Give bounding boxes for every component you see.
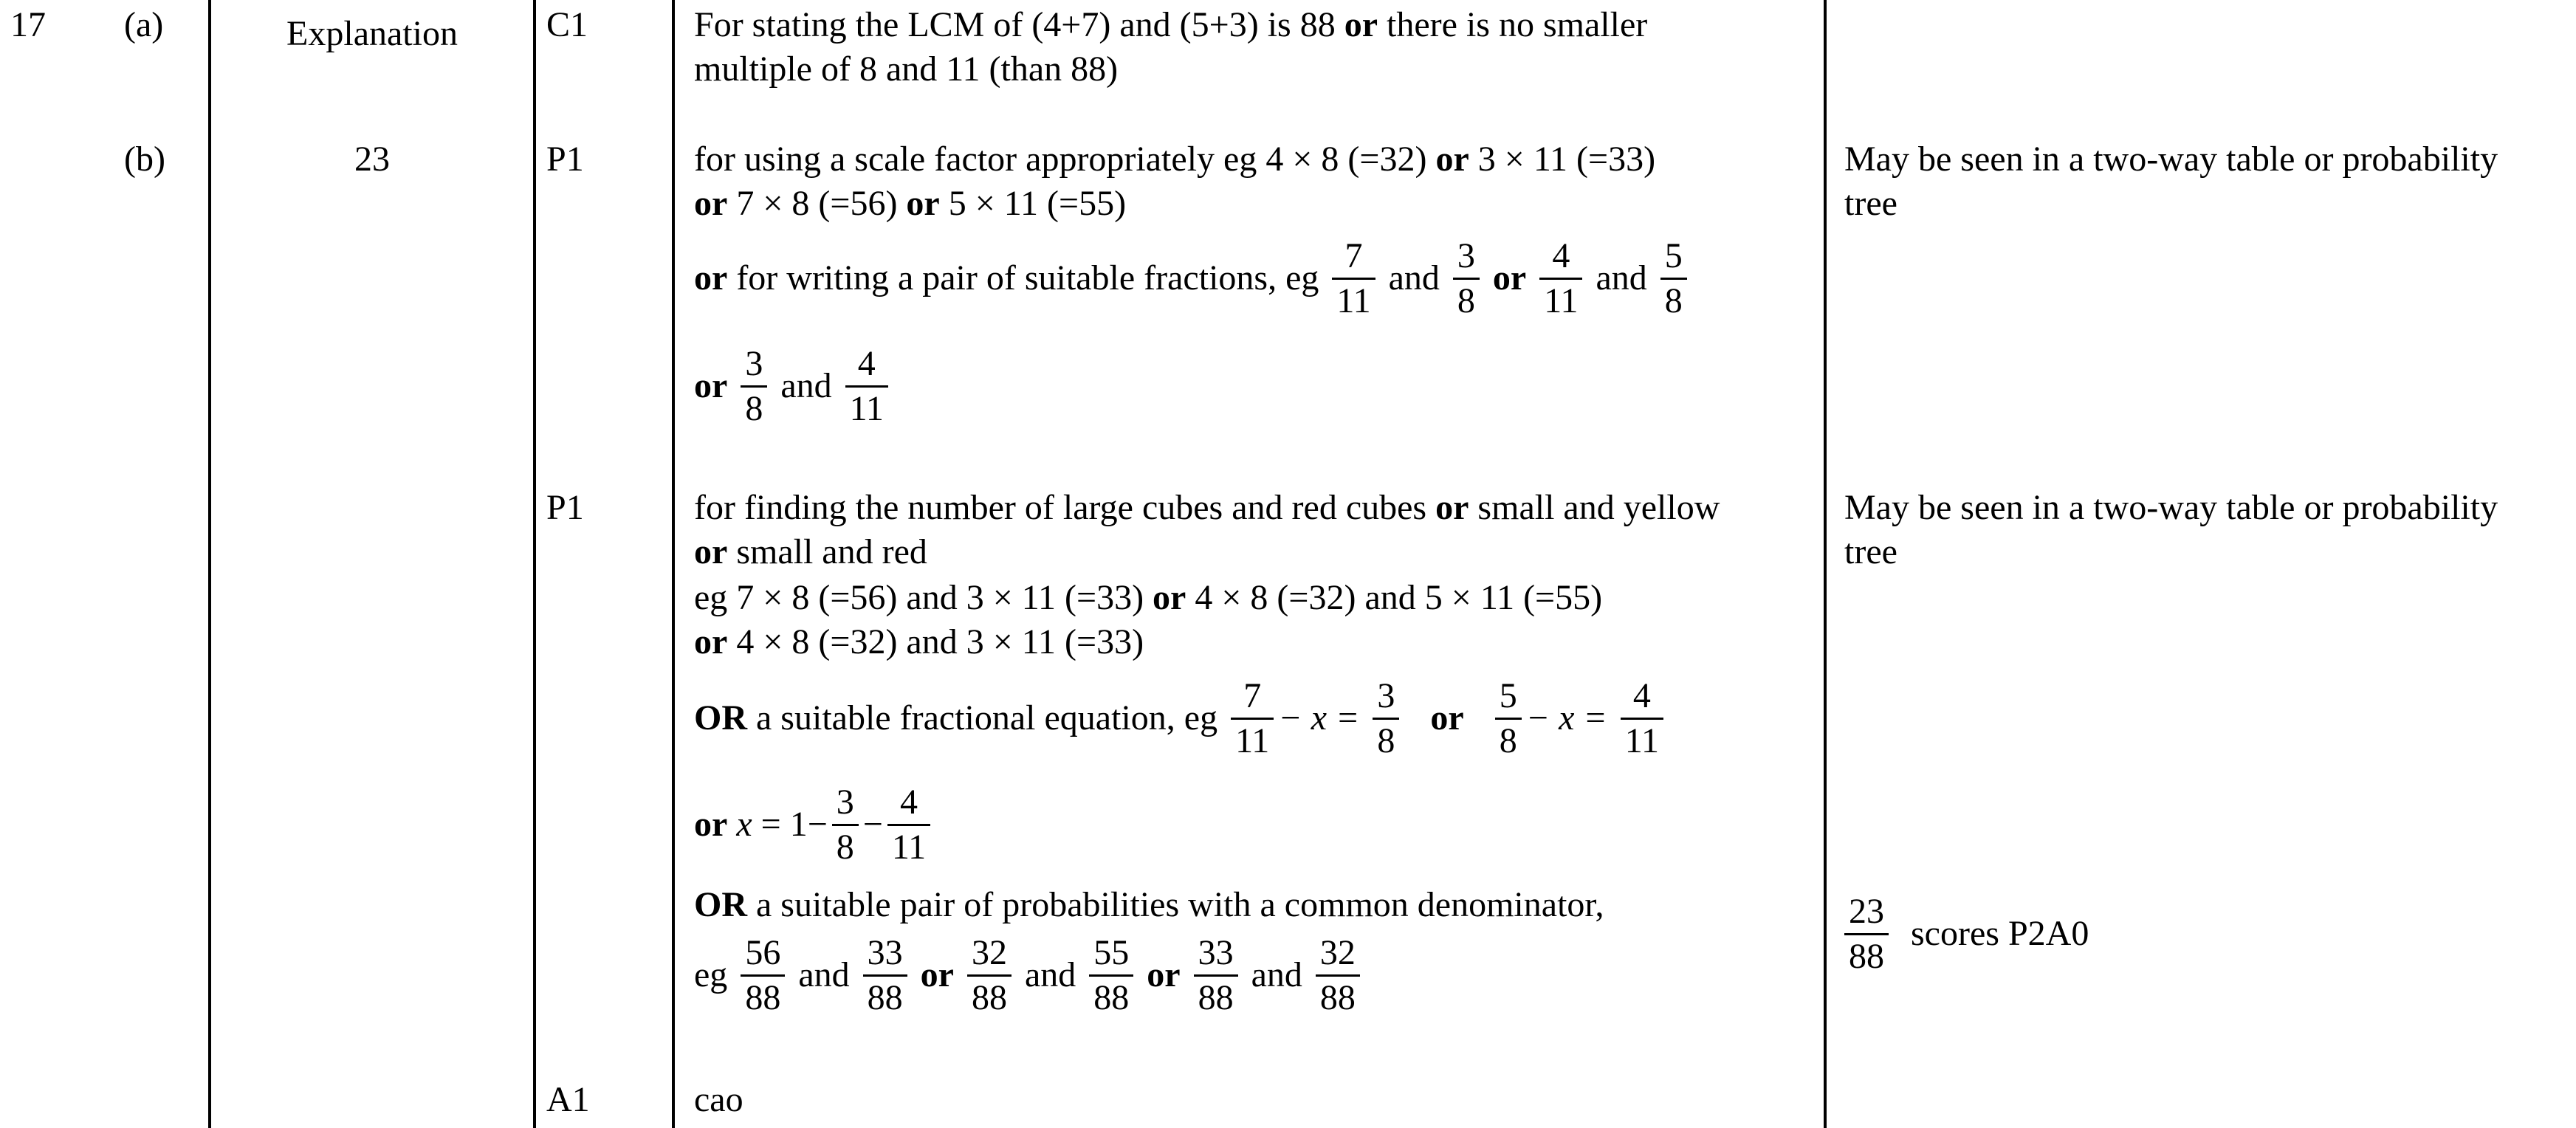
part-a-answer: Explanation [286, 14, 458, 53]
fraction: $\frac{55}{88}$ [1089, 932, 1133, 1019]
p1-first-fractions-row: or for writing a pair of suitable fractions, eg $\frac{7}{11}$ and $\frac{3}{8}$ or $\frac{4}{11}$ and $\frac{5}{8}$ [694, 223, 1691, 334]
p1-second-line1: for finding the number of large cubes and red cubes or small and yellow [694, 488, 1720, 527]
fraction: $\frac{56}{88}$ [741, 932, 785, 1019]
fraction: $\frac{4}{11}$ [887, 781, 930, 869]
fraction: $\frac{4}{11}$ [1621, 675, 1663, 763]
p1-first-fractions-row2: or $\frac{3}{8}$ and $\frac{4}{11}$ [694, 331, 893, 441]
p1-first-comment-line2: tree [1844, 184, 1897, 223]
p1-second-prob-line: OR a suitable pair of probabilities with a common denominator, [694, 885, 1604, 924]
a1-notes: cao [694, 1080, 743, 1119]
p1-first-line1: for using a scale factor appropriately eg 4 × 8 (=32) or 3 × 11 (=33) [694, 140, 1656, 179]
fraction: $\frac{3}{8}$ [1453, 235, 1480, 323]
part-b-label: (b) [124, 140, 165, 179]
part-a-label: (a) [124, 5, 164, 44]
fraction: $\frac{33}{88}$ [1194, 932, 1238, 1019]
p1-first-comment-line1: May be seen in a two-way table or probability [1844, 140, 2498, 179]
scores-comment: $\frac{23}{88}$ scores P2A0 [1844, 878, 2089, 989]
p1-first-line2: or 7 × 8 (=56) or 5 × 11 (=55) [694, 184, 1127, 223]
part-b-mark-p1-second: P1 [546, 488, 584, 527]
part-a-mark: C1 [546, 5, 588, 44]
fraction: $\frac{7}{11}$ [1332, 235, 1375, 323]
column-divider-notes [1824, 0, 1827, 1128]
part-a-notes-line1: For stating the LCM of (4+7) and (5+3) is 88 or there is no smaller [694, 5, 1648, 44]
part-b-mark-a1: A1 [546, 1080, 590, 1119]
part-a-notes-line2: multiple of 8 and 11 (than 88) [694, 49, 1119, 89]
p1-second-prob-row: eg $\frac{56}{88}$ and $\frac{33}{88}$ or $\frac{32}{88}$ and $\frac{55}{88}$ or $\frac{33}{88}$ and $\frac{32}{88}$ [694, 920, 1364, 1031]
p1-second-line4: or 4 × 8 (=32) and 3 × 11 (=33) [694, 622, 1144, 661]
fraction: $\frac{7}{11}$ [1231, 675, 1274, 763]
fraction: $\frac{33}{88}$ [863, 932, 907, 1019]
fraction: $\frac{4}{11}$ [845, 343, 888, 430]
fraction: $\frac{32}{88}$ [1316, 932, 1360, 1019]
p1-second-line2: or small and red [694, 532, 927, 571]
p1-second-line3: eg 7 × 8 (=56) and 3 × 11 (=33) or 4 × 8 (=32) and 5 × 11 (=55) [694, 578, 1603, 617]
fraction: $\frac{5}{8}$ [1660, 235, 1687, 323]
part-b-answer: 23 [354, 140, 390, 179]
fraction: $\frac{5}{8}$ [1495, 675, 1522, 763]
p1-second-equation-row2: or x = 1− $\frac{3}{8}$ − $\frac{4}{11}$ [694, 769, 935, 880]
part-b-mark-p1-first: P1 [546, 140, 584, 179]
fraction: $\frac{23}{88}$ [1844, 890, 1889, 978]
column-divider-answer [533, 0, 536, 1128]
fraction: $\frac{3}{8}$ [832, 781, 859, 869]
p1-second-comment-line1: May be seen in a two-way table or probability [1844, 488, 2498, 527]
question-number: 17 [10, 5, 46, 44]
fraction: $\frac{3}{8}$ [741, 343, 767, 430]
fraction: $\frac{4}{11}$ [1539, 235, 1582, 323]
fraction: $\frac{3}{8}$ [1373, 675, 1399, 763]
column-divider-mark [672, 0, 675, 1128]
p1-second-comment-line2: tree [1844, 532, 1897, 571]
p1-second-equation-row: OR a suitable fractional equation, eg $\frac{7}{11}$ − x = $\frac{3}{8}$ or $\frac{5}{8}$ − x = $\frac{4}{11}$ [694, 663, 1668, 774]
fraction: $\frac{32}{88}$ [967, 932, 1011, 1019]
